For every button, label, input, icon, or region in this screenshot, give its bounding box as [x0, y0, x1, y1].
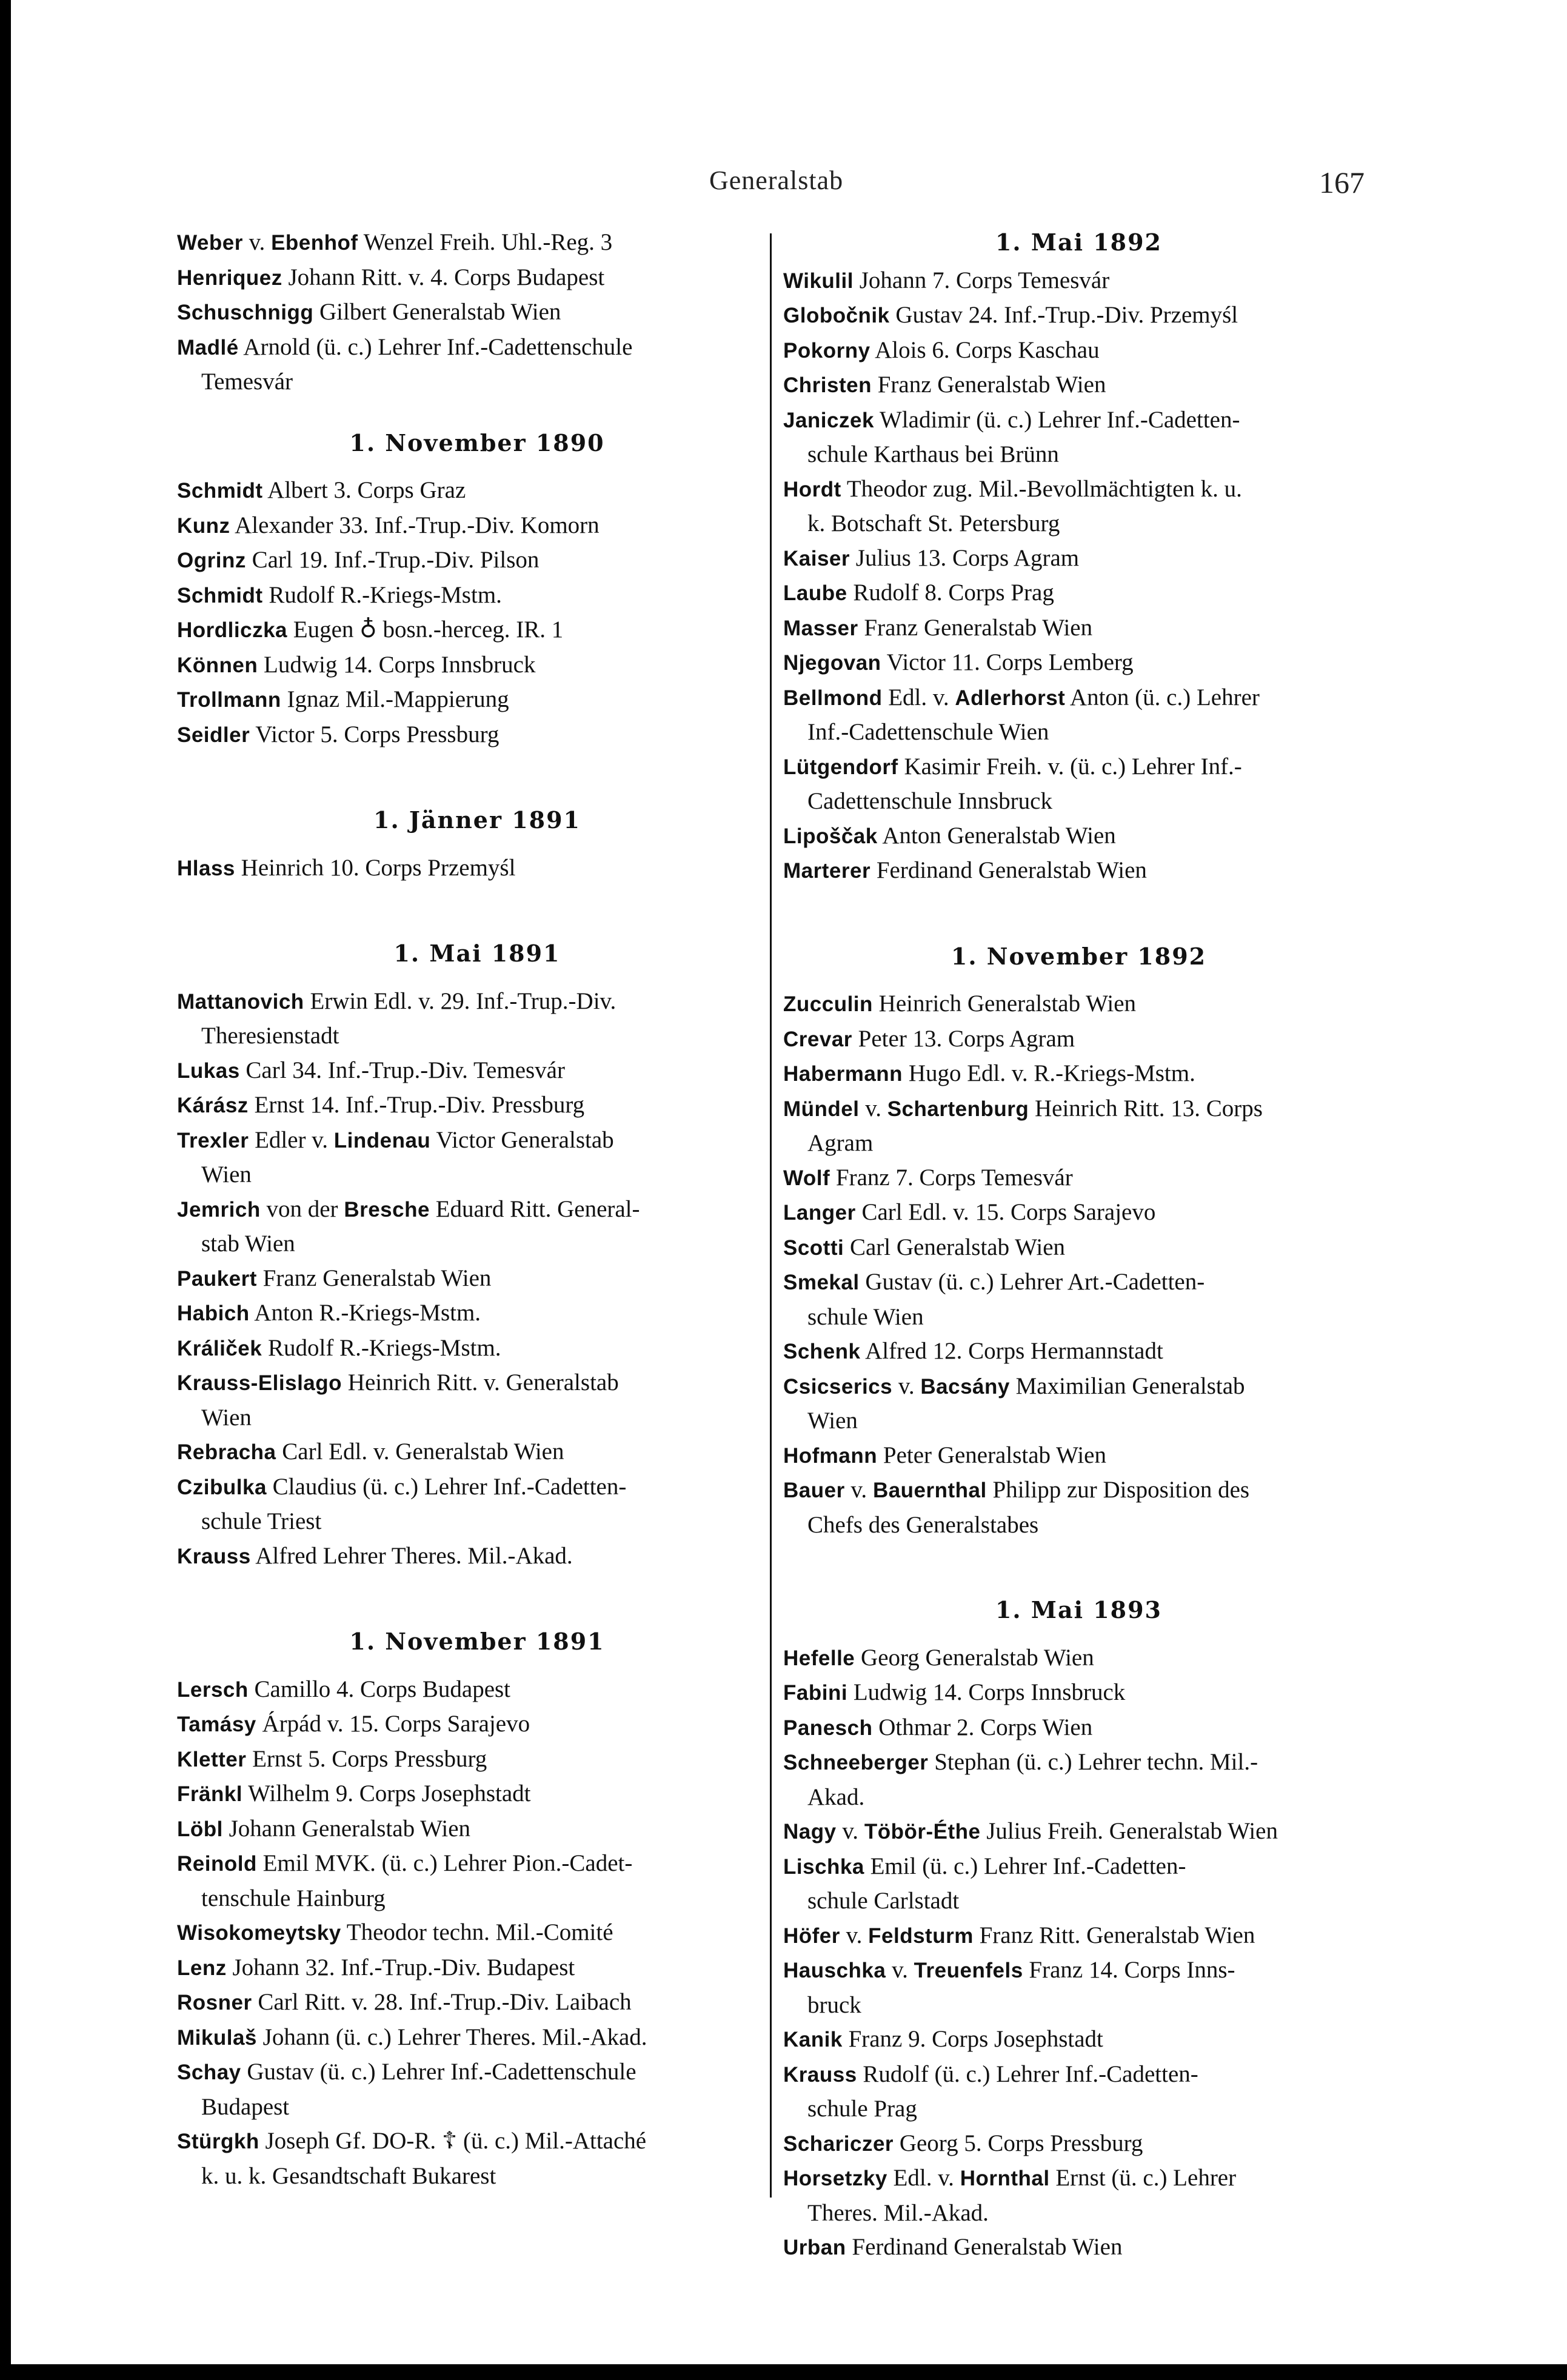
officer-entry	[177, 613, 777, 648]
entry-continuation-line: schule Wien	[807, 1303, 924, 1330]
officer-entry	[783, 1334, 1374, 1369]
officer-surname: Stürgkh	[177, 2130, 259, 2153]
officer-surname: Ogrinz	[177, 549, 246, 572]
entry-continuation-line: Wien	[807, 1408, 858, 1434]
officer-details: Peter Generalstab Wien	[877, 1442, 1106, 1468]
entry-continuation-line: k. u. k. Gesandtschaft Bukarest	[201, 2162, 496, 2189]
officer-surname: Hofmann	[783, 1443, 878, 1468]
officer-entry	[177, 1539, 777, 1574]
officer-details: v.	[840, 1922, 869, 1948]
officer-details: Rudolf R.-Kriegs-Mstm.	[262, 1334, 501, 1361]
officer-entry	[177, 1673, 777, 1708]
officer-details-continued: Maximilian Generalstab	[1009, 1372, 1245, 1399]
officer-details-continued: Anton (ü. c.) Lehrer	[1065, 684, 1260, 710]
officer-surname: Fränkl	[177, 1782, 243, 1806]
officer-entry	[783, 681, 1374, 750]
officer-details: Heinrich Generalstab Wien	[872, 991, 1137, 1017]
officer-surname: Lersch	[177, 1677, 249, 1702]
officer-entry	[783, 1473, 1374, 1542]
officer-details: Arnold (ü. c.) Lehrer Inf.-Cadettenschule	[238, 333, 633, 360]
officer-entry	[177, 226, 777, 261]
officer-entry	[177, 1742, 777, 1777]
officer-details: Wladimir (ü. c.) Lehrer Inf.-Cadetten-	[874, 406, 1240, 433]
officer-details: v.	[892, 1372, 921, 1399]
officer-entry	[783, 1057, 1374, 1092]
officer-details: Julius 13. Corps Agram	[850, 544, 1080, 571]
officer-details: Ferdinand Generalstab Wien	[846, 2234, 1123, 2260]
officer-details: Peter 13. Corps Agram	[852, 1025, 1075, 1052]
officer-entry	[177, 330, 777, 399]
officer-surname: Zucculin	[783, 992, 873, 1016]
officer-entry	[783, 1814, 1374, 1850]
officer-details-continued: Philipp zur Disposition des	[986, 1477, 1250, 1503]
officer-entry	[783, 298, 1374, 333]
officer-entry	[177, 683, 777, 718]
officer-details: Ernst 5. Corps Pressburg	[246, 1745, 487, 1772]
officer-surname: Marterer	[783, 859, 871, 883]
officer-details: Alois 6. Corps Kaschau	[870, 336, 1100, 363]
officer-details: Edler v.	[249, 1126, 334, 1153]
officer-surname: Pokorny	[783, 338, 870, 363]
officer-surname: Christen	[783, 373, 872, 397]
officer-entry	[783, 1439, 1374, 1474]
officer-predicate-name: Feldsturm	[868, 1924, 974, 1948]
officer-details: Carl 34. Inf.-Trup.-Div. Temesvár	[239, 1057, 565, 1083]
officer-surname: Kanik	[783, 2028, 843, 2051]
officer-details: Gilbert Generalstab Wien	[313, 299, 561, 325]
date-heading: 1. November 1892	[951, 942, 1207, 970]
officer-details: Rudolf 8. Corps Prag	[847, 580, 1054, 606]
officer-surname: Schmidt	[177, 583, 263, 607]
officer-surname: Bellmond	[783, 686, 883, 710]
officer-entry	[177, 718, 777, 753]
entry-continuation-line: Chefs des Generalstabes	[807, 1511, 1039, 1538]
officer-surname: Wolf	[783, 1166, 830, 1190]
entry-continuation-line: Budapest	[201, 2093, 290, 2120]
officer-surname: Fabini	[783, 1681, 848, 1705]
officer-details: Claudius (ü. c.) Lehrer Inf.-Cadetten-	[266, 1473, 627, 1500]
officer-details: Erwin Edl. v. 29. Inf.-Trup.-Div.	[304, 988, 616, 1014]
officer-details: Heinrich Ritt. v. Generalstab	[342, 1369, 619, 1396]
officer-entry	[783, 1953, 1374, 2022]
officer-details: Carl Edl. v. Generalstab Wien	[276, 1439, 564, 1465]
officer-entry	[783, 264, 1374, 299]
officer-details: Ludwig 14. Corps Innsbruck	[847, 1679, 1126, 1705]
officer-surname: Seidler	[177, 723, 250, 747]
officer-entry	[783, 611, 1374, 646]
officer-details: Franz Generalstab Wien	[871, 372, 1106, 398]
officer-surname: Hordt	[783, 477, 841, 501]
entry-continuation-line: Theresienstadt	[201, 1023, 339, 1049]
officer-surname: Schneeberger	[783, 1751, 929, 1774]
officer-surname: Schay	[177, 2061, 241, 2084]
officer-details: Edl. v.	[882, 684, 955, 710]
officer-entry	[783, 2022, 1374, 2057]
officer-predicate-name: Bauernthal	[872, 1479, 987, 1502]
officer-surname: Schmidt	[177, 479, 263, 503]
entry-continuation-line: Theres. Mil.-Akad.	[807, 2199, 989, 2226]
officer-surname: Mattanovich	[177, 989, 304, 1014]
officer-details: Ludwig 14. Corps Innsbruck	[258, 651, 536, 678]
entry-continuation-line: Temesvár	[201, 369, 293, 395]
officer-surname: Kletter	[177, 1747, 247, 1771]
entry-continuation-line: Wien	[201, 1404, 252, 1431]
entry-continuation-line: Cadettenschule Innsbruck	[807, 788, 1052, 814]
officer-entry	[177, 1435, 777, 1470]
entry-continuation-line: stab Wien	[201, 1231, 295, 1257]
officer-entry	[783, 1850, 1374, 1919]
officer-details: Rudolf (ü. c.) Lehrer Inf.-Cadetten-	[857, 2061, 1198, 2087]
officer-entry	[177, 1777, 777, 1812]
officer-details: Ignaz Mil.-Mappierung	[281, 686, 509, 712]
entry-continuation-line: schule Triest	[201, 1508, 322, 1534]
officer-surname: Urban	[783, 2236, 846, 2259]
officer-surname: Kunz	[177, 513, 230, 538]
officer-entry	[783, 1161, 1374, 1196]
officer-surname: Lipoščak	[783, 824, 878, 848]
officer-entry	[783, 1745, 1374, 1814]
officer-entry	[783, 541, 1374, 577]
officer-entry	[177, 1262, 777, 1297]
officer-surname: Czibulka	[177, 1475, 267, 1499]
officer-surname: Wikulil	[783, 269, 854, 293]
officer-entry	[177, 2055, 777, 2124]
officer-entry	[783, 576, 1374, 611]
officer-predicate-name: Hornthal	[960, 2167, 1050, 2190]
entry-continuation-line: schule Carlstadt	[807, 1888, 960, 1914]
officer-details: Georg Generalstab Wien	[855, 1644, 1094, 1671]
officer-surname: Mikulaš	[177, 2025, 257, 2050]
officer-surname: Lütgendorf	[783, 755, 898, 779]
officer-entry	[177, 509, 777, 544]
officer-details: Emil MVK. (ü. c.) Lehrer Pion.-Cadet-	[256, 1850, 633, 1876]
right-column	[783, 226, 1374, 2265]
officer-entry	[177, 1366, 777, 1435]
officer-surname: Henriquez	[177, 266, 282, 290]
officer-surname: Weber	[177, 231, 243, 255]
officer-entry	[177, 1123, 777, 1192]
officer-details: Anton Generalstab Wien	[877, 822, 1116, 849]
officer-details: Othmar 2. Corps Wien	[872, 1714, 1093, 1740]
officer-details: Eugen ♁ bosn.-herceg. IR. 1	[287, 617, 564, 643]
officer-details: Franz Generalstab Wien	[858, 614, 1093, 641]
date-heading: 1. Mai 1892	[995, 229, 1162, 256]
date-heading: 1. Mai 1891	[393, 940, 561, 967]
officer-details: Victor 11. Corps Lemberg	[881, 649, 1134, 675]
officer-surname: Habermann	[783, 1062, 903, 1086]
officer-entry	[177, 1951, 777, 1986]
officer-entry	[177, 1296, 777, 1331]
officer-entry	[177, 543, 777, 578]
officer-surname: Löbl	[177, 1817, 223, 1841]
officer-surname: Lukas	[177, 1058, 240, 1083]
officer-predicate-name: Bacsány	[920, 1374, 1010, 1399]
officer-surname: Trexler	[177, 1128, 249, 1152]
entry-continuation-line: Inf.-Cadettenschule Wien	[807, 719, 1049, 745]
officer-surname: Reinold	[177, 1852, 257, 1876]
officer-details: Carl Edl. v. 15. Corps Sarajevo	[855, 1199, 1156, 1225]
entry-continuation-line: k. Botschaft St. Petersburg	[807, 510, 1060, 537]
officer-surname: Langer	[783, 1201, 856, 1225]
officer-surname: Mündel	[783, 1097, 860, 1121]
officer-entry	[783, 403, 1374, 472]
officer-details-continued: Heinrich Ritt. 13. Corps	[1029, 1095, 1263, 1121]
officer-details-continued: Franz 14. Corps Inns-	[1023, 1957, 1235, 1983]
officer-entry	[783, 987, 1374, 1022]
officer-entry	[177, 648, 777, 683]
officer-surname: Krauss	[783, 2062, 857, 2087]
officer-details: Rudolf R.-Kriegs-Mstm.	[262, 581, 502, 608]
officer-entry	[783, 1231, 1374, 1266]
officer-surname: Madlé	[177, 335, 239, 359]
officer-surname: Schenk	[783, 1340, 861, 1363]
officer-entry	[177, 2124, 777, 2193]
officer-surname: Nagy	[783, 1820, 837, 1843]
officer-entry	[177, 261, 777, 296]
officer-entry	[177, 1707, 777, 1742]
officer-entry	[783, 1265, 1374, 1334]
officer-details: von der	[260, 1195, 344, 1222]
officer-entry	[783, 2230, 1374, 2265]
officer-entry	[783, 854, 1374, 889]
officer-surname: Králiček	[177, 1336, 262, 1360]
officer-surname: Smekal	[783, 1271, 860, 1294]
officer-entry	[177, 1054, 777, 1089]
officer-details: Franz Generalstab Wien	[256, 1265, 492, 1291]
officer-entry	[177, 295, 777, 330]
officer-entry	[783, 472, 1374, 541]
officer-surname: Lenz	[177, 1956, 227, 1980]
officer-details: v.	[844, 1477, 873, 1503]
officer-surname: Paukert	[177, 1266, 257, 1291]
officer-surname: Kaiser	[783, 546, 850, 570]
officer-entry	[177, 1847, 777, 1916]
officer-details: Wilhelm 9. Corps Josephstadt	[242, 1780, 531, 1807]
officer-details: Johann 32. Inf.-Trup.-Div. Budapest	[226, 1954, 575, 1981]
officer-details-continued: Victor Generalstab	[430, 1126, 614, 1153]
officer-details: Anton R.-Kriegs-Mstm.	[249, 1300, 481, 1326]
officer-surname: Csicserics	[783, 1374, 893, 1399]
officer-entry	[783, 1711, 1374, 1746]
officer-details: Alexander 33. Inf.-Trup.-Div. Komorn	[230, 512, 600, 538]
officer-surname: Rebracha	[177, 1440, 276, 1464]
officer-predicate-name: Treuenfels	[914, 1959, 1023, 1982]
entry-continuation-line: Akad.	[807, 1783, 865, 1810]
officer-surname: Kárász	[177, 1094, 249, 1117]
entry-continuation-line: schule Karthaus bei Brünn	[807, 441, 1059, 467]
officer-details: Camillo 4. Corps Budapest	[248, 1676, 511, 1702]
officer-details: Franz 7. Corps Temesvár	[830, 1164, 1073, 1191]
officer-predicate-name: Adlerhorst	[955, 686, 1066, 710]
officer-entry	[177, 851, 777, 886]
officer-surname: Hordliczka	[177, 618, 287, 642]
officer-surname: Krauss	[177, 1544, 251, 1568]
officer-details: Theodor techn. Mil.-Comité	[341, 1919, 613, 1945]
officer-details: Emil (ü. c.) Lehrer Inf.-Cadetten-	[864, 1853, 1186, 1879]
officer-surname: Hefelle	[783, 1646, 855, 1670]
entry-continuation-line: Agram	[807, 1130, 874, 1156]
officer-entry	[783, 1641, 1374, 1676]
officer-details: Heinrich 10. Corps Przemyśl	[235, 854, 516, 881]
officer-details: v.	[886, 1957, 914, 1983]
officer-details: Alfred 12. Corps Hermannstadt	[860, 1338, 1163, 1364]
officer-surname: Lischka	[783, 1854, 864, 1879]
officer-surname: Scotti	[783, 1235, 844, 1260]
officer-entry	[177, 473, 777, 509]
officer-entry	[177, 578, 777, 613]
officer-details: Johann Generalstab Wien	[222, 1815, 471, 1842]
officer-entry	[783, 1195, 1374, 1231]
officer-details: v.	[242, 229, 272, 255]
officer-surname: Hlass	[177, 856, 235, 880]
officer-details: Alfred Lehrer Theres. Mil.-Akad.	[250, 1542, 573, 1569]
officer-entry	[177, 1470, 777, 1539]
officer-entry	[177, 2021, 777, 2056]
officer-details: Edl. v.	[887, 2165, 960, 2191]
officer-details: Albert 3. Corps Graz	[262, 477, 466, 503]
officer-entry	[783, 750, 1374, 819]
officer-surname: Horsetzky	[783, 2167, 887, 2190]
officer-entry	[177, 1088, 777, 1123]
officer-surname: Höfer	[783, 1924, 840, 1948]
officer-surname: Njegovan	[783, 651, 881, 675]
officer-details-continued: Wenzel Freih. Uhl.-Reg. 3	[358, 229, 613, 255]
officer-details: v.	[859, 1095, 887, 1121]
officer-entry	[783, 819, 1374, 854]
officer-surname: Janiczek	[783, 408, 874, 432]
officer-details-continued: Julius Freih. Generalstab Wien	[980, 1818, 1278, 1844]
officer-details-continued: Ernst (ü. c.) Lehrer	[1049, 2165, 1237, 2191]
running-header-title: Generalstab	[709, 165, 844, 195]
officer-details: Stephan (ü. c.) Lehrer techn. Mil.-	[928, 1749, 1258, 1775]
officer-predicate-name: Schartenburg	[887, 1097, 1029, 1121]
entry-continuation-line: tenschule Hainburg	[201, 1885, 386, 1911]
officer-entry	[177, 1985, 777, 2021]
officer-surname: Crevar	[783, 1027, 852, 1051]
officer-entry	[783, 1676, 1374, 1711]
left-column	[177, 226, 777, 2193]
officer-details: Johann (ü. c.) Lehrer Theres. Mil.-Akad.	[256, 2024, 647, 2050]
officer-surname: Krauss-Elislago	[177, 1371, 342, 1395]
officer-details-continued: Franz Ritt. Generalstab Wien	[973, 1922, 1255, 1948]
officer-details: Joseph Gf. DO-R. ☦ (ü. c.) Mil.-Attaché	[259, 2128, 647, 2154]
officer-entry	[177, 1192, 777, 1262]
officer-surname: Bauer	[783, 1479, 845, 1502]
officer-details: Carl Ritt. v. 28. Inf.-Trup.-Div. Laibach	[252, 1989, 632, 2015]
officer-details: Victor 5. Corps Pressburg	[250, 721, 500, 747]
officer-entry	[783, 2161, 1374, 2230]
officer-details: Kasimir Freih. v. (ü. c.) Lehrer Inf.-	[898, 753, 1242, 780]
date-heading: 1. Jänner 1891	[373, 806, 581, 834]
officer-entry	[177, 1916, 777, 1951]
entry-continuation-line: Wien	[201, 1162, 252, 1188]
officer-details: Gustav (ü. c.) Lehrer Inf.-Cadettenschule	[241, 2059, 636, 2085]
entry-continuation-line: bruck	[807, 1991, 861, 2018]
officer-surname: Schuschnigg	[177, 301, 314, 324]
date-heading: 1. Mai 1893	[995, 1596, 1162, 1623]
officer-details: Gustav 24. Inf.-Trup.-Div. Przemyśl	[889, 302, 1238, 328]
officer-details: v.	[836, 1818, 864, 1844]
officer-surname: Habich	[177, 1302, 250, 1325]
officer-predicate-name: Ebenhof	[271, 231, 358, 255]
officer-predicate-name: Bresche	[344, 1197, 430, 1222]
officer-surname: Können	[177, 653, 258, 677]
officer-entry	[783, 1022, 1374, 1057]
officer-details: Johann 7. Corps Temesvár	[853, 267, 1110, 293]
date-heading: 1. November 1891	[349, 1628, 605, 1655]
officer-details: Georg 5. Corps Pressburg	[894, 2130, 1143, 2156]
officer-details: Franz 9. Corps Josephstadt	[842, 2026, 1103, 2052]
page-number: 167	[1319, 165, 1365, 199]
officer-predicate-name: Lindenau	[333, 1128, 431, 1152]
officer-surname: Rosner	[177, 1991, 252, 2014]
officer-entry	[783, 2127, 1374, 2162]
officer-details: Ernst 14. Inf.-Trup.-Div. Pressburg	[248, 1092, 585, 1118]
date-heading: 1. November 1890	[349, 429, 605, 456]
officer-details: Carl 19. Inf.-Trup.-Div. Pilson	[246, 547, 540, 573]
officer-entry	[783, 333, 1374, 369]
entry-continuation-line: schule Prag	[807, 2096, 917, 2122]
officer-surname: Jemrich	[177, 1197, 261, 1222]
officer-surname: Schariczer	[783, 2131, 894, 2156]
officer-entry	[177, 1331, 777, 1366]
officer-entry	[177, 1812, 777, 1847]
officer-entry	[783, 368, 1374, 403]
officer-surname: Trollmann	[177, 688, 281, 712]
officer-details: Hugo Edl. v. R.-Kriegs-Mstm.	[903, 1060, 1195, 1086]
officer-details-continued: Eduard Ritt. General-	[429, 1195, 640, 1222]
officer-details: Árpád v. 15. Corps Sarajevo	[256, 1711, 530, 1737]
officer-entry	[783, 2057, 1374, 2127]
officer-surname: Tamásy	[177, 1713, 256, 1736]
officer-surname: Laube	[783, 581, 847, 605]
officer-details: Ferdinand Generalstab Wien	[870, 857, 1147, 883]
officer-surname: Hauschka	[783, 1959, 886, 1982]
officer-surname: Wisokomeytsky	[177, 1921, 341, 1945]
officer-details: Theodor zug. Mil.-Bevollmächtigten k. u.	[841, 475, 1242, 502]
officer-predicate-name: Töbör-Éthe	[864, 1820, 981, 1843]
officer-details: Carl Generalstab Wien	[844, 1234, 1066, 1260]
officer-entry	[783, 1369, 1374, 1439]
officer-entry	[783, 646, 1374, 681]
officer-entry	[177, 984, 777, 1054]
officer-entry	[783, 1919, 1374, 1954]
officer-surname: Panesch	[783, 1716, 873, 1740]
officer-details: Gustav (ü. c.) Lehrer Art.-Cadetten-	[859, 1269, 1205, 1295]
officer-entry	[783, 1092, 1374, 1161]
officer-surname: Globočnik	[783, 304, 890, 327]
officer-details: Johann Ritt. v. 4. Corps Budapest	[282, 264, 605, 290]
officer-surname: Masser	[783, 616, 858, 640]
